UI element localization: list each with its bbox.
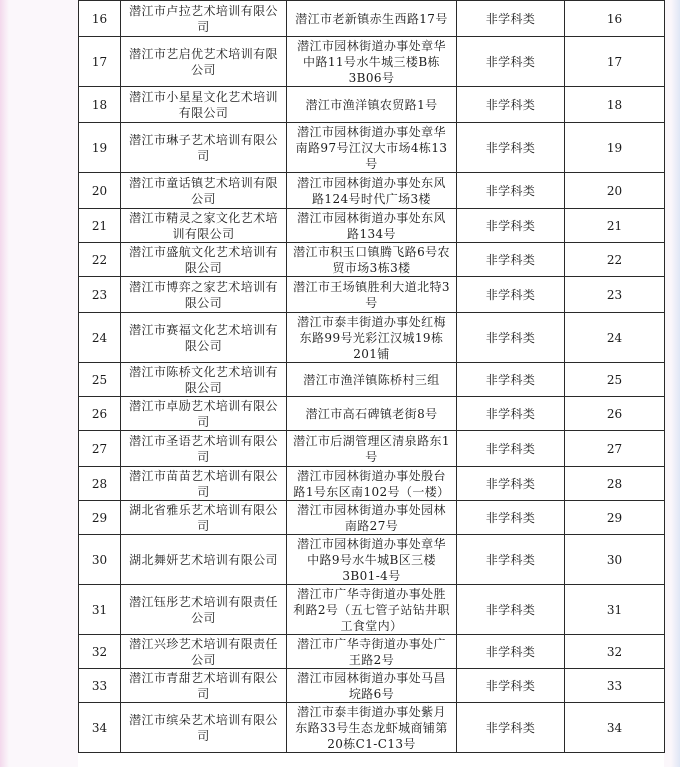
table-row bbox=[79, 37, 665, 87]
row-number: 27 bbox=[79, 431, 121, 467]
document-page bbox=[78, 0, 664, 767]
row-number: 25 bbox=[79, 363, 121, 397]
table-row bbox=[79, 431, 665, 467]
table-row bbox=[79, 467, 665, 501]
sequence-number: 34 bbox=[565, 703, 665, 753]
institution-name: 潜江市卓励艺术培训有限公司 bbox=[121, 397, 287, 431]
row-number: 28 bbox=[79, 467, 121, 501]
table-row bbox=[79, 277, 665, 313]
sequence-number: 30 bbox=[565, 535, 665, 585]
sequence-number: 21 bbox=[565, 209, 665, 243]
table-row bbox=[79, 173, 665, 209]
row-number: 16 bbox=[79, 1, 121, 37]
institution-address: 潜江市老新镇赤生西路17号 bbox=[287, 1, 457, 37]
training-category: 非学科类 bbox=[457, 363, 565, 397]
institution-name: 潜江钰彤艺术培训有限责任公司 bbox=[121, 585, 287, 635]
table-row bbox=[79, 243, 665, 277]
training-category: 非学科类 bbox=[457, 37, 565, 87]
row-number: 26 bbox=[79, 397, 121, 431]
institution-name: 潜江市小星星文化艺术培训有限公司 bbox=[121, 87, 287, 123]
row-number: 33 bbox=[79, 669, 121, 703]
sequence-number: 18 bbox=[565, 87, 665, 123]
row-number: 20 bbox=[79, 173, 121, 209]
sequence-number: 25 bbox=[565, 363, 665, 397]
sequence-number: 22 bbox=[565, 243, 665, 277]
institution-address: 潜江市高石碑镇老街8号 bbox=[287, 397, 457, 431]
sequence-number: 27 bbox=[565, 431, 665, 467]
institution-address: 潜江市王场镇胜利大道北特3号 bbox=[287, 277, 457, 313]
institution-table bbox=[78, 0, 665, 753]
sequence-number: 26 bbox=[565, 397, 665, 431]
institution-address: 潜江市积玉口镇腾飞路6号农贸市场3栋3楼 bbox=[287, 243, 457, 277]
institution-name: 潜江市精灵之家文化艺术培训有限公司 bbox=[121, 209, 287, 243]
table-row bbox=[79, 87, 665, 123]
training-category: 非学科类 bbox=[457, 501, 565, 535]
table-row bbox=[79, 209, 665, 243]
training-category: 非学科类 bbox=[457, 243, 565, 277]
institution-name: 潜江市卢拉艺术培训有限公司 bbox=[121, 1, 287, 37]
institution-address: 潜江市园林街道办事处东风路124号时代广场3楼 bbox=[287, 173, 457, 209]
institution-name: 潜江市苗苗艺术培训有限公司 bbox=[121, 467, 287, 501]
sequence-number: 31 bbox=[565, 585, 665, 635]
training-category: 非学科类 bbox=[457, 397, 565, 431]
institution-address: 潜江市园林街道办事处章华南路97号江汉大市场4栋13号 bbox=[287, 123, 457, 173]
table-row bbox=[79, 313, 665, 363]
sequence-number: 32 bbox=[565, 635, 665, 669]
row-number: 34 bbox=[79, 703, 121, 753]
institution-name: 潜江市缤朵艺术培训有限公司 bbox=[121, 703, 287, 753]
training-category: 非学科类 bbox=[457, 173, 565, 209]
institution-name: 湖北省雅乐艺术培训有限公司 bbox=[121, 501, 287, 535]
institution-name: 潜江市博弈之家艺术培训有限公司 bbox=[121, 277, 287, 313]
right-page-margin bbox=[671, 0, 680, 767]
institution-address: 潜江市园林街道办事处园林南路27号 bbox=[287, 501, 457, 535]
institution-name: 湖北舞妍艺术培训有限公司 bbox=[121, 535, 287, 585]
training-category: 非学科类 bbox=[457, 431, 565, 467]
training-category: 非学科类 bbox=[457, 585, 565, 635]
sequence-number: 20 bbox=[565, 173, 665, 209]
training-category: 非学科类 bbox=[457, 1, 565, 37]
sequence-number: 16 bbox=[565, 1, 665, 37]
training-category: 非学科类 bbox=[457, 209, 565, 243]
table-row bbox=[79, 363, 665, 397]
institution-name: 潜江市艺启优艺术培训有限公司 bbox=[121, 37, 287, 87]
table-row bbox=[79, 397, 665, 431]
table-row bbox=[79, 1, 665, 37]
row-number: 30 bbox=[79, 535, 121, 585]
institution-name: 潜江市盛航文化艺术培训有限公司 bbox=[121, 243, 287, 277]
row-number: 23 bbox=[79, 277, 121, 313]
institution-address: 潜江市园林街道办事处马昌垸路6号 bbox=[287, 669, 457, 703]
institution-address: 潜江市渔洋镇陈桥村三组 bbox=[287, 363, 457, 397]
table-row bbox=[79, 501, 665, 535]
institution-name: 潜江兴珍艺术培训有限责任公司 bbox=[121, 635, 287, 669]
training-category: 非学科类 bbox=[457, 635, 565, 669]
institution-name: 潜江市陈桥文化艺术培训有限公司 bbox=[121, 363, 287, 397]
training-category: 非学科类 bbox=[457, 467, 565, 501]
row-number: 21 bbox=[79, 209, 121, 243]
row-number: 22 bbox=[79, 243, 121, 277]
left-page-margin bbox=[0, 0, 9, 767]
sequence-number: 17 bbox=[565, 37, 665, 87]
sequence-number: 33 bbox=[565, 669, 665, 703]
institution-name: 潜江市赛福文化艺术培训有限公司 bbox=[121, 313, 287, 363]
table-row bbox=[79, 669, 665, 703]
table-row bbox=[79, 585, 665, 635]
institution-address: 潜江市园林街道办事处东风路134号 bbox=[287, 209, 457, 243]
institution-address: 潜江市广华寺街道办事处胜利路2号（五七管子站钻井职工食堂内） bbox=[287, 585, 457, 635]
institution-address: 潜江市泰丰街道办事处紫月东路33号生态龙虾城商铺第20栋C1-C13号 bbox=[287, 703, 457, 753]
institution-address: 潜江市园林街道办事处章华中路11号水牛城三楼B栋3B06号 bbox=[287, 37, 457, 87]
row-number: 32 bbox=[79, 635, 121, 669]
training-category: 非学科类 bbox=[457, 277, 565, 313]
sequence-number: 23 bbox=[565, 277, 665, 313]
institution-address: 潜江市泰丰街道办事处红梅东路99号光彩江汉城19栋201铺 bbox=[287, 313, 457, 363]
institution-name: 潜江市琳子艺术培训有限公司 bbox=[121, 123, 287, 173]
sequence-number: 19 bbox=[565, 123, 665, 173]
row-number: 29 bbox=[79, 501, 121, 535]
institution-name: 潜江市圣语艺术培训有限公司 bbox=[121, 431, 287, 467]
sequence-number: 28 bbox=[565, 467, 665, 501]
table-row bbox=[79, 635, 665, 669]
training-category: 非学科类 bbox=[457, 87, 565, 123]
training-category: 非学科类 bbox=[457, 669, 565, 703]
row-number: 19 bbox=[79, 123, 121, 173]
sequence-number: 24 bbox=[565, 313, 665, 363]
row-number: 24 bbox=[79, 313, 121, 363]
institution-address: 潜江市后湖管理区清泉路东1号 bbox=[287, 431, 457, 467]
table-row bbox=[79, 535, 665, 585]
table-row bbox=[79, 703, 665, 753]
institution-address: 潜江市园林街道办事处章华中路9号水牛城B区三楼3B01-4号 bbox=[287, 535, 457, 585]
row-number: 17 bbox=[79, 37, 121, 87]
training-category: 非学科类 bbox=[457, 123, 565, 173]
table-row bbox=[79, 123, 665, 173]
institution-name: 潜江市青甜艺术培训有限公司 bbox=[121, 669, 287, 703]
training-category: 非学科类 bbox=[457, 313, 565, 363]
sequence-number: 29 bbox=[565, 501, 665, 535]
training-category: 非学科类 bbox=[457, 535, 565, 585]
row-number: 18 bbox=[79, 87, 121, 123]
training-category: 非学科类 bbox=[457, 703, 565, 753]
institution-address: 潜江市渔洋镇农贸路1号 bbox=[287, 87, 457, 123]
row-number: 31 bbox=[79, 585, 121, 635]
institution-address: 潜江市园林街道办事处殷台路1号东区南102号（一楼） bbox=[287, 467, 457, 501]
institution-address: 潜江市广华寺街道办事处广王路2号 bbox=[287, 635, 457, 669]
institution-name: 潜江市童话镇艺术培训有限公司 bbox=[121, 173, 287, 209]
